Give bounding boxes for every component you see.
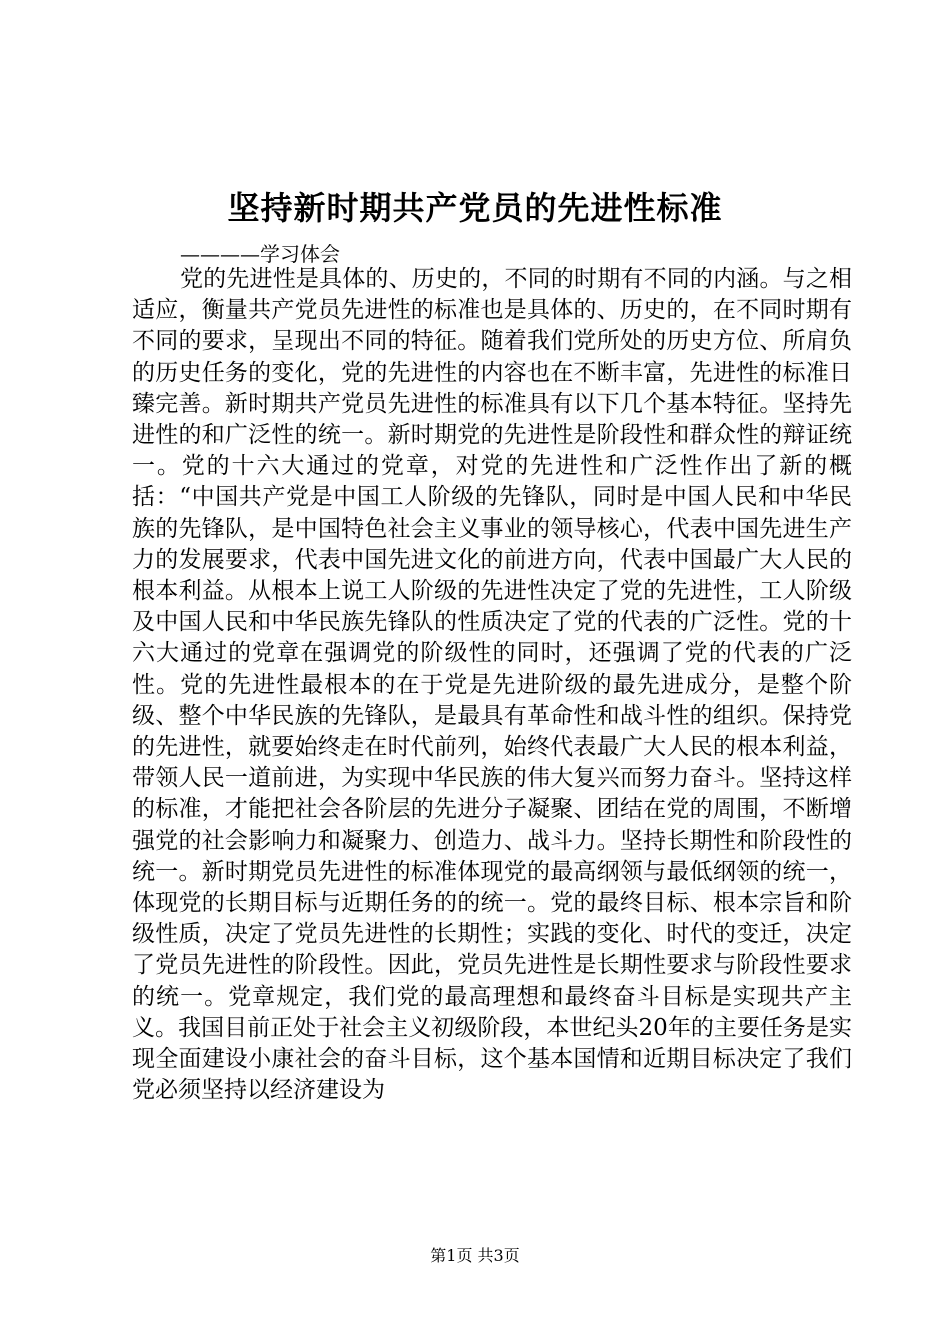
document-title: 坚持新时期共产党员的先进性标准 [227, 189, 723, 227]
body-paragraph: 党的先进性是具体的、历史的，不同的时期有不同的内涵。与之相适应，衡量共产党员先进性的标准也是具体的、历史的，在不同时期有不同的要求，呈现出不同的特征。随着我们党所处的历史方位、所肩负的历史任务的变化，党的先进性的内容也在不断丰富，先进性的标准日臻完善。新时期共产党员先进性的标准具有以下几个基本特征。坚持先进性的和广泛性的统一。新时期党的先进性是阶段性和群众性的辩证统一。党的十六大通过的党章，对党的先进性和广泛性作出了新的概括：“中国共产党是中国工人阶级的先锋队，同时是中国人民和中华民族的先锋队，是中国特色社会主义事业的领导核心，代表中国先进生产力的发展要求，代表中国先进文化的前进方向，代表中国最广大人民的根本利益。从根本上说工人阶级的先进性决定了党的先进性，工人阶级及中国人民和中华民族先锋队的性质决定了党的代表的广泛性。党的十六大通过的党章在强调党的阶级性的同时，还强调了党的代表的广泛性。党的先进性最根本的在于党是先进阶级的最先进成分，是整个阶级、整个中华民族的先锋队，是最具有革命性和战斗性的组织。保持党的先进性，就要始终走在时代前列，始终代表最广大人民的根本利益，带领人民一道前进，为实现中华民族的伟大复兴而努力奋斗。坚持这样的标准，才能把社会各阶层的先进分子凝聚、团结在党的周围，不断增强党的社会影响力和凝聚力、创造力、战斗力。坚持长期性和阶段性的统一。新时期党员先进性的标准体现党的最高纲领与最低纲领的统一，体现党的长期目标与近期任务的的统一。党的最终目标、根本宗旨和阶级性质，决定了党员先进性的长期性；实践的变化、时代的变迁，决定了党员先进性的阶段性。因此，党员先进性是长期性要求与阶段性要求的统一。党章规定，我们党的最高理想和最终奋斗目标是实现共产主义。我国目前正处于社会主义初级阶段，本世纪头20年的主要任务是实现全面建设小康社会的奋斗目标，这个基本国情和近期目标决定了我们党必须坚持以经济建设为 [132, 266, 852, 1104]
document-subtitle: ————学习体会 [180, 242, 340, 266]
page-number: 第1页 共3页 [430, 1246, 520, 1265]
